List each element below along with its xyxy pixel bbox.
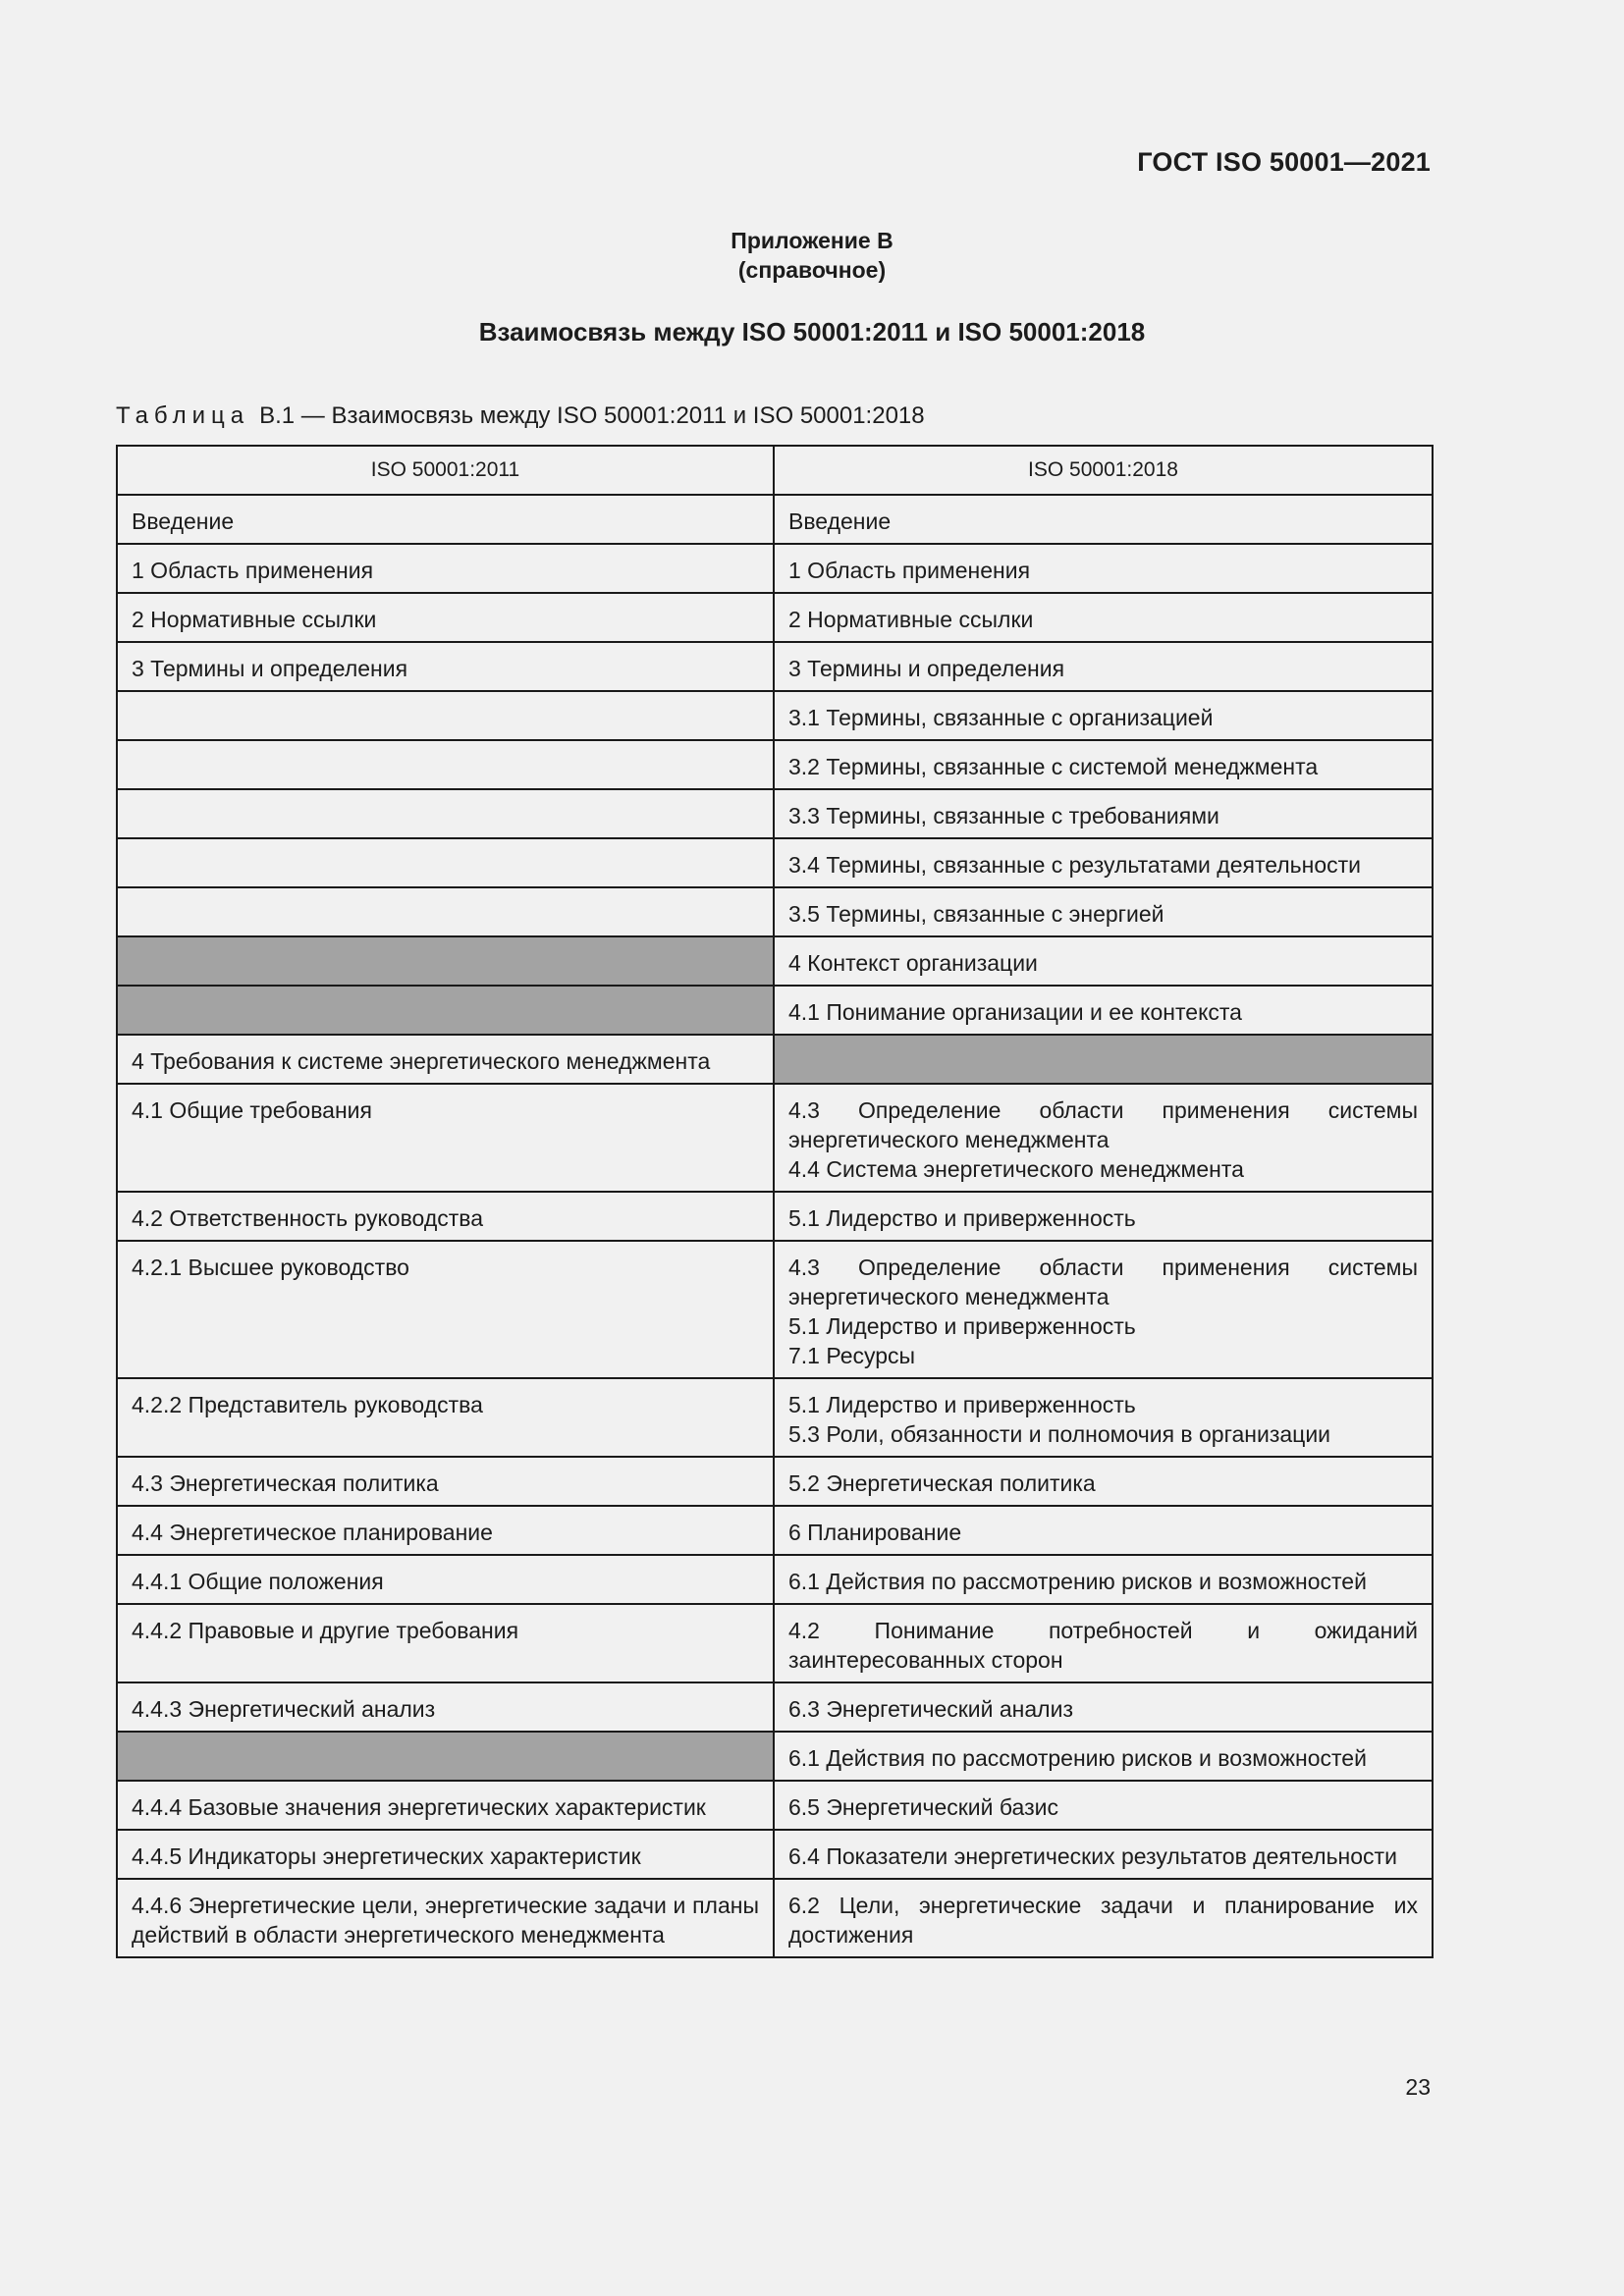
cell-iso-2018	[774, 1084, 1433, 1192]
cell-text: 3 Термины и определения	[788, 656, 1065, 681]
table-row	[117, 887, 1433, 936]
table-header-row	[117, 446, 1433, 495]
cell-text: 6 Планирование	[788, 1520, 962, 1545]
table-row	[117, 691, 1433, 740]
cell-iso-2011	[117, 838, 774, 887]
cell-iso-2018	[774, 986, 1433, 1035]
cell-iso-2011	[117, 1192, 774, 1241]
cell-text: 7.1 Ресурсы	[788, 1343, 916, 1368]
table-row	[117, 1879, 1433, 1957]
cell-text: 1 Область применения	[132, 558, 374, 583]
page-title: Взаимосвязь между ISO 50001:2011 и ISO 50001:2018	[478, 317, 1146, 347]
cell-text: 4.2 Понимание потребностей и ожиданий заинтересованных сторон	[788, 1618, 1418, 1673]
cell-text: 4.4.5 Индикаторы энергетических характеристик	[132, 1843, 641, 1869]
cell-iso-2011	[117, 887, 774, 936]
page-number: 23	[1405, 2074, 1431, 2100]
cell-iso-2011	[117, 1241, 774, 1378]
table-row	[117, 1830, 1433, 1879]
cell-iso-2018	[774, 1604, 1433, 1682]
table-caption-text: В.1 — Взаимосвязь между ISO 50001:2011 и ISO 50001:2018	[259, 402, 925, 429]
cell-iso-2011	[117, 1084, 774, 1192]
cell-iso-2011	[117, 593, 774, 642]
table-caption-label: Таблица	[116, 402, 250, 429]
table-row	[117, 740, 1433, 789]
cell-text: 3.3 Термины, связанные с требованиями	[788, 803, 1219, 828]
cell-iso-2011	[117, 1555, 774, 1604]
cell-iso-2018	[774, 1781, 1433, 1830]
comparison-table	[116, 445, 1434, 1958]
cell-iso-2011	[117, 544, 774, 593]
cell-text: 6.2 Цели, энергетические задачи и планирование их достижения	[788, 1893, 1418, 1948]
cell-text: 6.1 Действия по рассмотрению рисков и возможностей	[788, 1745, 1367, 1771]
cell-text: 4 Контекст организации	[788, 950, 1038, 976]
cell-text: Введение	[788, 508, 892, 534]
cell-iso-2018	[774, 544, 1433, 593]
table-row	[117, 1192, 1433, 1241]
cell-iso-2011	[117, 986, 774, 1035]
cell-iso-2018	[774, 1732, 1433, 1781]
appendix-heading	[0, 226, 1624, 285]
cell-iso-2011	[117, 740, 774, 789]
cell-iso-2011	[117, 1830, 774, 1879]
cell-text: 5.3 Роли, обязанности и полномочия в организации	[788, 1421, 1331, 1447]
cell-text: 5.1 Лидерство и приверженность	[788, 1392, 1136, 1417]
cell-text: 6.4 Показатели энергетических результатов деятельности	[788, 1843, 1397, 1869]
cell-iso-2018	[774, 1682, 1433, 1732]
table-caption	[116, 402, 925, 430]
cell-iso-2018	[774, 838, 1433, 887]
cell-iso-2018	[774, 1555, 1433, 1604]
cell-iso-2018	[774, 1879, 1433, 1957]
table-row	[117, 544, 1433, 593]
cell-text: 3.4 Термины, связанные с результатами деятельности	[788, 852, 1362, 878]
cell-text: 4.1 Понимание организации и ее контекста	[788, 999, 1242, 1025]
cell-iso-2018	[774, 887, 1433, 936]
cell-iso-2011	[117, 642, 774, 691]
table-row	[117, 642, 1433, 691]
cell-text: 5.1 Лидерство и приверженность	[788, 1313, 1136, 1339]
cell-text: 6.1 Действия по рассмотрению рисков и возможностей	[788, 1569, 1367, 1594]
cell-text: 4.1 Общие требования	[132, 1097, 372, 1123]
cell-text: 4.3 Определение области применения системы энергетического менеджмента	[788, 1255, 1418, 1309]
cell-iso-2011	[117, 1682, 774, 1732]
table-row	[117, 1604, 1433, 1682]
cell-text: 4.3 Энергетическая политика	[132, 1470, 439, 1496]
table-body	[117, 495, 1433, 1957]
table-row	[117, 1682, 1433, 1732]
table-row	[117, 1378, 1433, 1457]
cell-text: 3.5 Термины, связанные с энергией	[788, 901, 1164, 927]
cell-text: 1 Область применения	[788, 558, 1031, 583]
cell-text: 4.3 Определение области применения системы энергетического менеджмента	[788, 1097, 1418, 1152]
cell-text: 5.1 Лидерство и приверженность	[788, 1205, 1136, 1231]
cell-text: 6.5 Энергетический базис	[788, 1794, 1058, 1820]
cell-text: 3 Термины и определения	[132, 656, 408, 681]
cell-iso-2018	[774, 1241, 1433, 1378]
cell-text: 4.2.2 Представитель руководства	[132, 1392, 483, 1417]
cell-iso-2011	[117, 1506, 774, 1555]
table-row	[117, 838, 1433, 887]
cell-text: 4.2 Ответственность руководства	[132, 1205, 484, 1231]
table-row	[117, 1035, 1433, 1084]
column-header-iso-2018: ISO 50001:2018	[774, 446, 1433, 495]
table-row	[117, 1732, 1433, 1781]
cell-text: 5.2 Энергетическая политика	[788, 1470, 1096, 1496]
cell-iso-2018	[774, 1506, 1433, 1555]
table-row	[117, 1506, 1433, 1555]
cell-text: 4 Требования к системе энергетического менеджмента	[132, 1048, 711, 1074]
cell-iso-2018	[774, 1457, 1433, 1506]
cell-text: 4.4 Энергетическое планирование	[132, 1520, 493, 1545]
table-row	[117, 986, 1433, 1035]
cell-iso-2018	[774, 936, 1433, 986]
table-row	[117, 1241, 1433, 1378]
cell-iso-2018	[774, 593, 1433, 642]
table-row	[117, 593, 1433, 642]
table-row	[117, 1555, 1433, 1604]
column-header-iso-2011: ISO 50001:2011	[117, 446, 774, 495]
cell-iso-2011	[117, 936, 774, 986]
cell-text: 4.4 Система энергетического менеджмента	[788, 1156, 1244, 1182]
cell-iso-2018	[774, 691, 1433, 740]
table-row	[117, 1781, 1433, 1830]
cell-iso-2011	[117, 1604, 774, 1682]
cell-iso-2018	[774, 1378, 1433, 1457]
cell-iso-2011	[117, 1378, 774, 1457]
document-code: ГОСТ ISO 50001—2021	[1137, 147, 1431, 177]
cell-text: 4.2.1 Высшее руководство	[132, 1255, 409, 1280]
cell-text: 2 Нормативные ссылки	[788, 607, 1034, 632]
table-row	[117, 936, 1433, 986]
table-row	[117, 495, 1433, 544]
cell-text: 4.4.4 Базовые значения энергетических характеристик	[132, 1794, 706, 1820]
cell-iso-2018	[774, 789, 1433, 838]
cell-text: 3.2 Термины, связанные с системой менеджмента	[788, 754, 1319, 779]
cell-iso-2018	[774, 1192, 1433, 1241]
table-row	[117, 1457, 1433, 1506]
cell-text: Введение	[132, 508, 235, 534]
table-row	[117, 1084, 1433, 1192]
cell-text: 4.4.2 Правовые и другие требования	[132, 1618, 519, 1643]
cell-iso-2011	[117, 691, 774, 740]
cell-iso-2018	[774, 642, 1433, 691]
cell-iso-2018	[774, 495, 1433, 544]
cell-text: 3.1 Термины, связанные с организацией	[788, 705, 1214, 730]
table-row	[117, 789, 1433, 838]
cell-text: 2 Нормативные ссылки	[132, 607, 377, 632]
cell-iso-2011	[117, 1879, 774, 1957]
cell-iso-2011	[117, 1732, 774, 1781]
cell-iso-2011	[117, 495, 774, 544]
cell-iso-2011	[117, 789, 774, 838]
appendix-subtitle: (справочное)	[737, 257, 887, 283]
cell-iso-2018	[774, 740, 1433, 789]
cell-iso-2011	[117, 1457, 774, 1506]
cell-text: 4.4.6 Энергетические цели, энергетические задачи и планы действий в области энергетического менеджмента	[132, 1893, 759, 1948]
cell-iso-2011	[117, 1781, 774, 1830]
cell-text: 4.4.3 Энергетический анализ	[132, 1696, 436, 1722]
cell-iso-2018	[774, 1035, 1433, 1084]
cell-text: 6.3 Энергетический анализ	[788, 1696, 1073, 1722]
cell-iso-2018	[774, 1830, 1433, 1879]
cell-text: 4.4.1 Общие положения	[132, 1569, 384, 1594]
appendix-title: Приложение В	[731, 228, 893, 253]
cell-iso-2011	[117, 1035, 774, 1084]
